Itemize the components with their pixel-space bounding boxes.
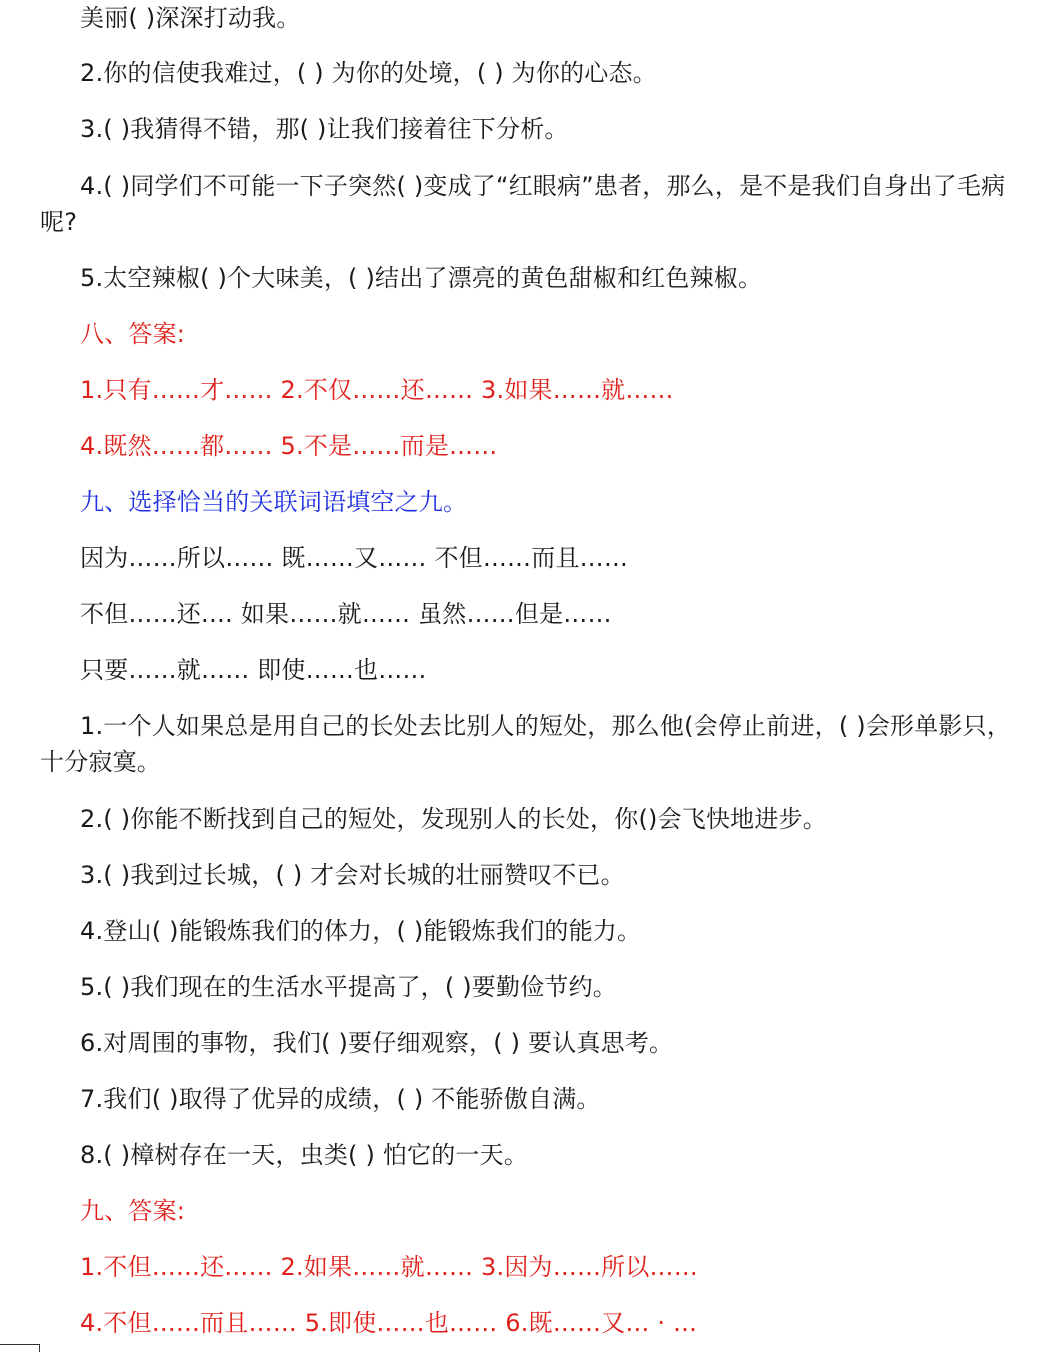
exercise-9-item-6: 6.对周围的事物，我们( )要仔细观察，( ) 要认真思考。 bbox=[80, 1029, 674, 1057]
answer-heading-8: 八、答案: bbox=[80, 320, 186, 348]
answer-line: 1.只有……才…… 2.不仅……还…… 3.如果……就…… bbox=[80, 376, 674, 404]
word-bank-line: 只要……就…… 即使……也…… bbox=[80, 656, 427, 684]
word-bank-line: 不但……还.… 如果……就…… 虽然……但是…… bbox=[80, 600, 612, 628]
exercise-8-item-5: 5.太空辣椒( )个大味美，( )结出了漂亮的黄色甜椒和红色辣椒。 bbox=[80, 264, 763, 292]
section-heading-9: 九、选择恰当的关联词语填空之九。 bbox=[80, 488, 468, 516]
exercise-8-item-4: 4.( )同学们不可能一下子突然( )变成了“红眼病”患者，那么，是不是我们自身出了毛病呢? bbox=[40, 172, 1006, 236]
text-line: 美丽( )深深打动我。 bbox=[80, 4, 301, 32]
exercise-9-item-5: 5.( )我们现在的生活水平提高了，( )要勤俭节约。 bbox=[80, 973, 618, 1001]
exercise-8-item-2: 2.你的信使我难过，( ) 为你的处境，( ) 为你的心态。 bbox=[80, 59, 657, 87]
answer-line: 4.既然……都…… 5.不是……而是…… bbox=[80, 432, 498, 460]
answer-line: 4.不但……而且…… 5.即使……也…… 6.既……又… · … bbox=[80, 1309, 698, 1337]
exercise-9-item-7: 7.我们( )取得了优异的成绩，( ) 不能骄傲自满。 bbox=[80, 1085, 601, 1113]
exercise-9-item-2: 2.( )你能不断找到自己的短处，发现别人的长处，你()会飞快地进步。 bbox=[80, 805, 827, 833]
page-corner-mark bbox=[0, 1344, 40, 1352]
exercise-9-item-4: 4.登山( )能锻炼我们的体力，( )能锻炼我们的能力。 bbox=[80, 917, 642, 945]
exercise-9-item-3: 3.( )我到过长城，( ) 才会对长城的壮丽赞叹不已。 bbox=[80, 861, 625, 889]
answer-heading-9: 九、答案: bbox=[80, 1197, 186, 1225]
exercise-9-item-1: 1.一个人如果总是用自己的长处去比别人的短处，那么他(会停止前进，( )会形单影只，十分寂寞。 bbox=[40, 712, 1012, 776]
word-bank-line: 因为……所以…… 既……又…… 不但……而且…… bbox=[80, 544, 629, 572]
exercise-8-item-3: 3.( )我猜得不错，那( )让我们接着往下分析。 bbox=[80, 115, 569, 143]
exercise-9-item-8: 8.( )樟树存在一天，虫类( ) 怕它的一天。 bbox=[80, 1141, 529, 1169]
answer-line: 1.不但……还…… 2.如果……就…… 3.因为……所以…… bbox=[80, 1253, 698, 1281]
